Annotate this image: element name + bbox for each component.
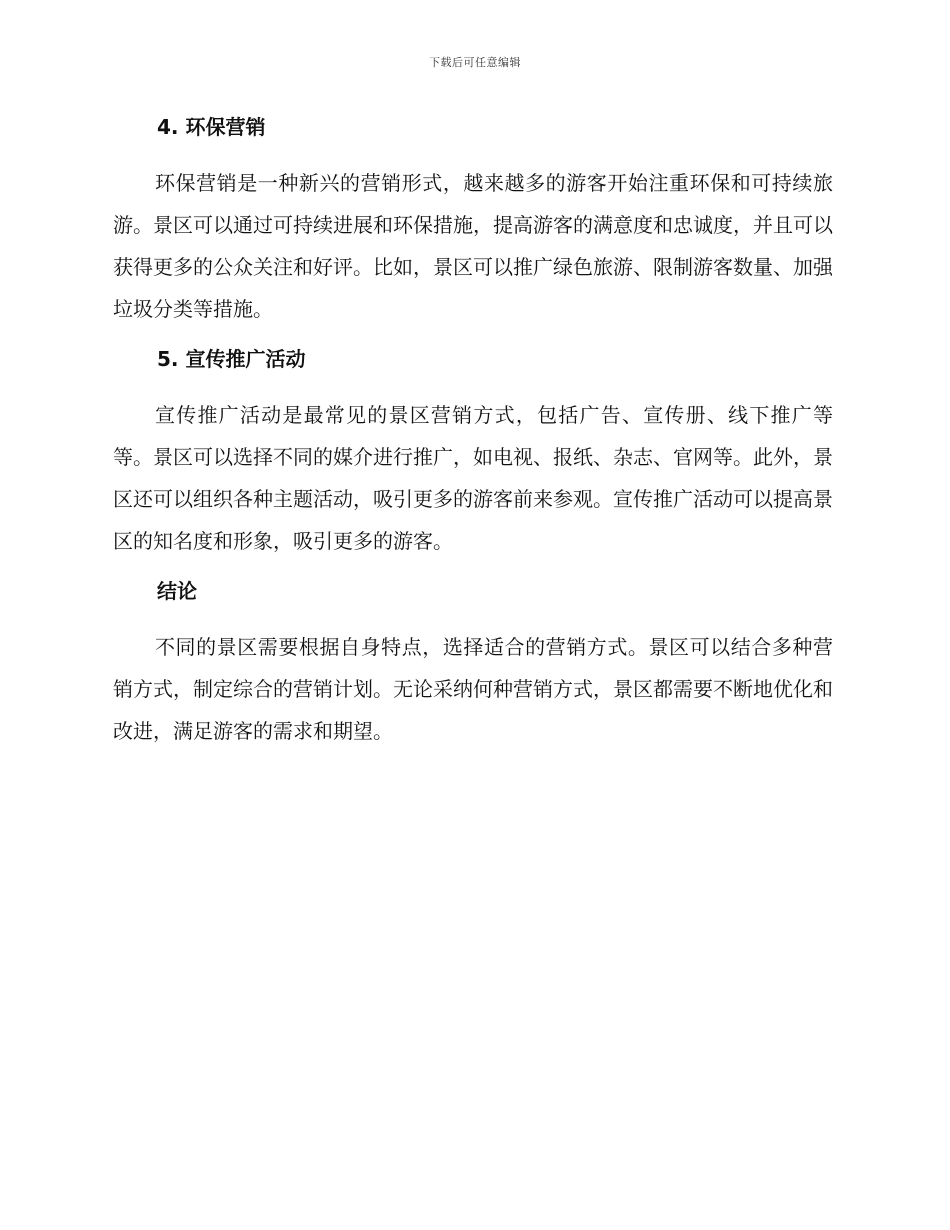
section-paragraph-conclusion: 不同的景区需要根据自身特点，选择适合的营销方式。景区可以结合多种营销方式，制定综合的营销计划。无论采纳何种营销方式，景区都需要不断地优化和改进，满足游客的需求和期望。 — [113, 635, 833, 743]
section-paragraph-eco-marketing: 环保营销是一种新兴的营销形式，越来越多的游客开始注重环保和可持续旅游。景区可以通过可持续进展和环保措施，提高游客的满意度和忠诚度，并且可以获得更多的公众关注和好评。比如，景区可以推广绿色旅游、限制游客数量、加强垃圾分类等措施。 — [113, 171, 833, 321]
section-heading-conclusion: 结论 — [157, 579, 197, 603]
document-body — [113, 112, 833, 766]
section-heading-eco-marketing: 4. 环保营销 — [157, 115, 266, 139]
section-heading-promotion-activities: 5. 宣传推广活动 — [157, 347, 306, 371]
section-paragraph-promotion-activities: 宣传推广活动是最常见的景区营销方式，包括广告、宣传册、线下推广等等。景区可以选择不同的媒介进行推广，如电视、报纸、杂志、官网等。此外，景区还可以组织各种主题活动，吸引更多的游客前来参观。宣传推广活动可以提高景区的知名度和形象，吸引更多的游客。 — [113, 403, 833, 553]
page-header: 下载后可任意编辑 — [429, 56, 521, 69]
